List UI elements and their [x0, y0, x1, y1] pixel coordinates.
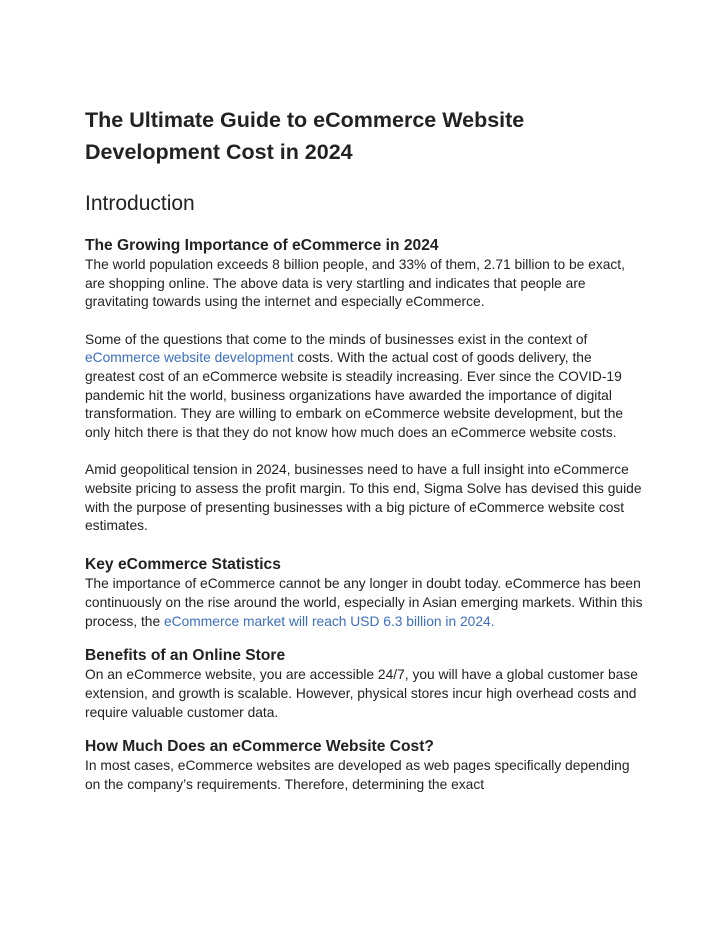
section-heading-key-statistics: Key eCommerce Statistics: [85, 556, 281, 574]
section-heading-growing-importance: The Growing Importance of eCommerce in 2024: [85, 237, 439, 254]
section-heading-benefits: Benefits of an Online Store: [85, 647, 286, 665]
paragraph-cost: In most cases, eCommerce websites are developed as web pages specifically depending on the company’s requirements. Therefore, determining the exact: [85, 758, 630, 793]
ecommerce-market-link[interactable]: eCommerce market will reach USD 6.3 billion in 2024.: [164, 613, 495, 629]
paragraph-text: Some of the questions that come to the minds of businesses exist in the context of: [85, 331, 588, 347]
paragraph-world-population: The world population exceeds 8 billion people, and 33% of them, 2.71 billion to be exact, are shopping online. The above data is very startling and indicates that people are gravitating towards using the internet and especially eCommerce.: [85, 257, 625, 310]
paragraph-spacer: [85, 443, 645, 462]
ecommerce-development-link[interactable]: eCommerce website development: [85, 350, 294, 366]
introduction-heading: Introduction: [85, 192, 195, 215]
document-title: The Ultimate Guide to eCommerce Website Development Cost in 2024: [85, 108, 525, 164]
paragraph-questions: [85, 331, 645, 443]
document-page: [85, 104, 645, 795]
paragraph-benefits: On an eCommerce website, you are accessible 24/7, you will have a global customer base extension, and growth is scalable. However, physical stores incur high overhead costs and require valuable customer data.: [85, 667, 638, 720]
paragraph-text: The importance of eCommerce cannot be any longer in doubt today. eCommerce has been continuously on the rise around the world, especially in Asian emerging markets. Within this process, the: [85, 576, 643, 629]
paragraph-statistics: [85, 575, 645, 631]
paragraph-spacer: [85, 312, 645, 331]
paragraph-geopolitical: Amid geopolitical tension in 2024, businesses need to have a full insight into eCommerce website pricing to assess the profit margin. To this end, Sigma Solve has devised this guide with the purpose of presenting businesses with a big picture of eCommerce website cost estimates.: [85, 462, 642, 534]
section-heading-cost: How Much Does an eCommerce Website Cost?: [85, 738, 434, 756]
paragraph-text: costs. With the actual cost of goods delivery, the greatest cost of an eCommerce website is steadily increasing. Ever since the COVID-19 pandemic hit the world, business organizations have awarded the importance of digital transformation. They are willing to embark on eCommerce website development, but the only hitch there is that they do not know how much does an eCommerce website costs.: [85, 350, 624, 441]
